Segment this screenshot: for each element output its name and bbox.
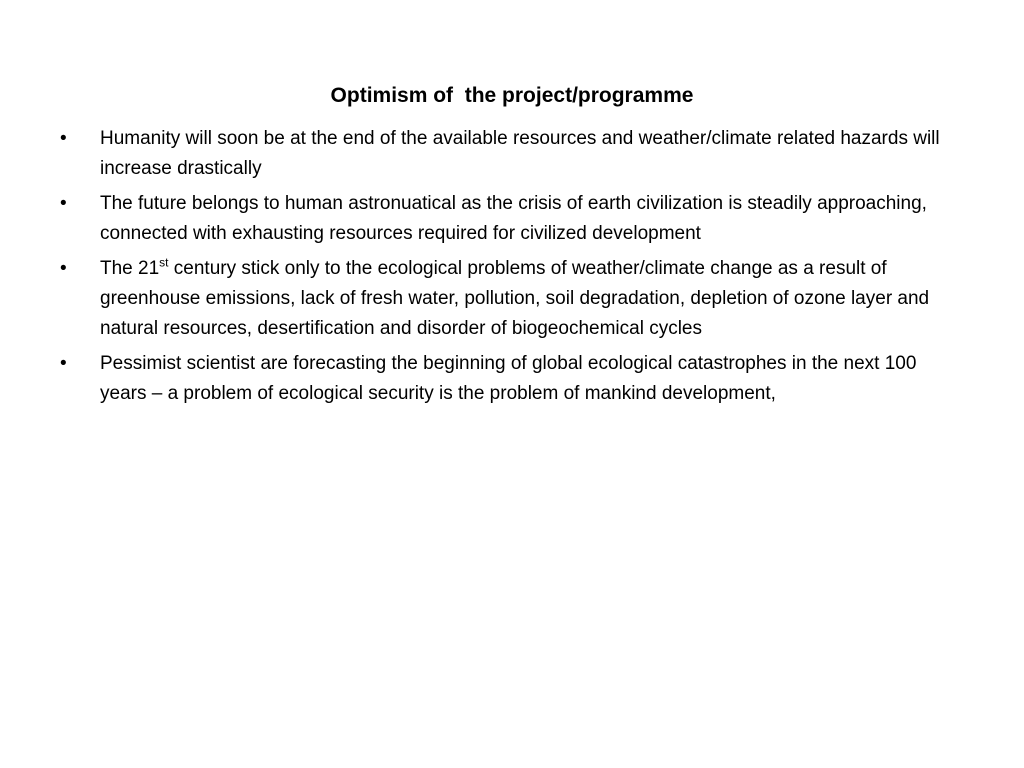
- bullet-list: [58, 124, 958, 414]
- bullet-dot-icon: •: [60, 193, 67, 214]
- bullet-dot-icon: •: [60, 258, 67, 279]
- bullet-text: The future belongs to human astronuatical as the crisis of earth civilization is steadily approaching, connected with exhausting resources required for civilized development: [100, 193, 927, 244]
- bullet-text: Humanity will soon be at the end of the available resources and weather/climate related hazards will increase drastically: [100, 128, 940, 179]
- bullet-text: Pessimist scientist are forecasting the beginning of global ecological catastrophes in the next 100 years – a problem of ecological security is the problem of mankind development,: [100, 353, 917, 404]
- bullet-item-2: [58, 189, 958, 249]
- bullet-text-rest: century stick only to the ecological problems of weather/climate change as a result of greenhouse emissions, lack of fresh water, pollution, soil degradation, depletion of ozone layer and natural resources, desertification and disorder of biogeochemical cycles: [100, 258, 930, 339]
- bullet-dot-icon: •: [60, 353, 67, 374]
- bullet-dot-icon: •: [60, 128, 67, 149]
- bullet-item-4: [58, 349, 958, 409]
- ordinal-superscript: st: [159, 255, 169, 270]
- bullet-item-3: [58, 254, 958, 344]
- bullet-item-1: [58, 124, 958, 184]
- slide-title: Optimism of the project/programme: [330, 84, 694, 107]
- bullet-text: [100, 255, 930, 339]
- bullet-text-start: The 21: [100, 258, 160, 279]
